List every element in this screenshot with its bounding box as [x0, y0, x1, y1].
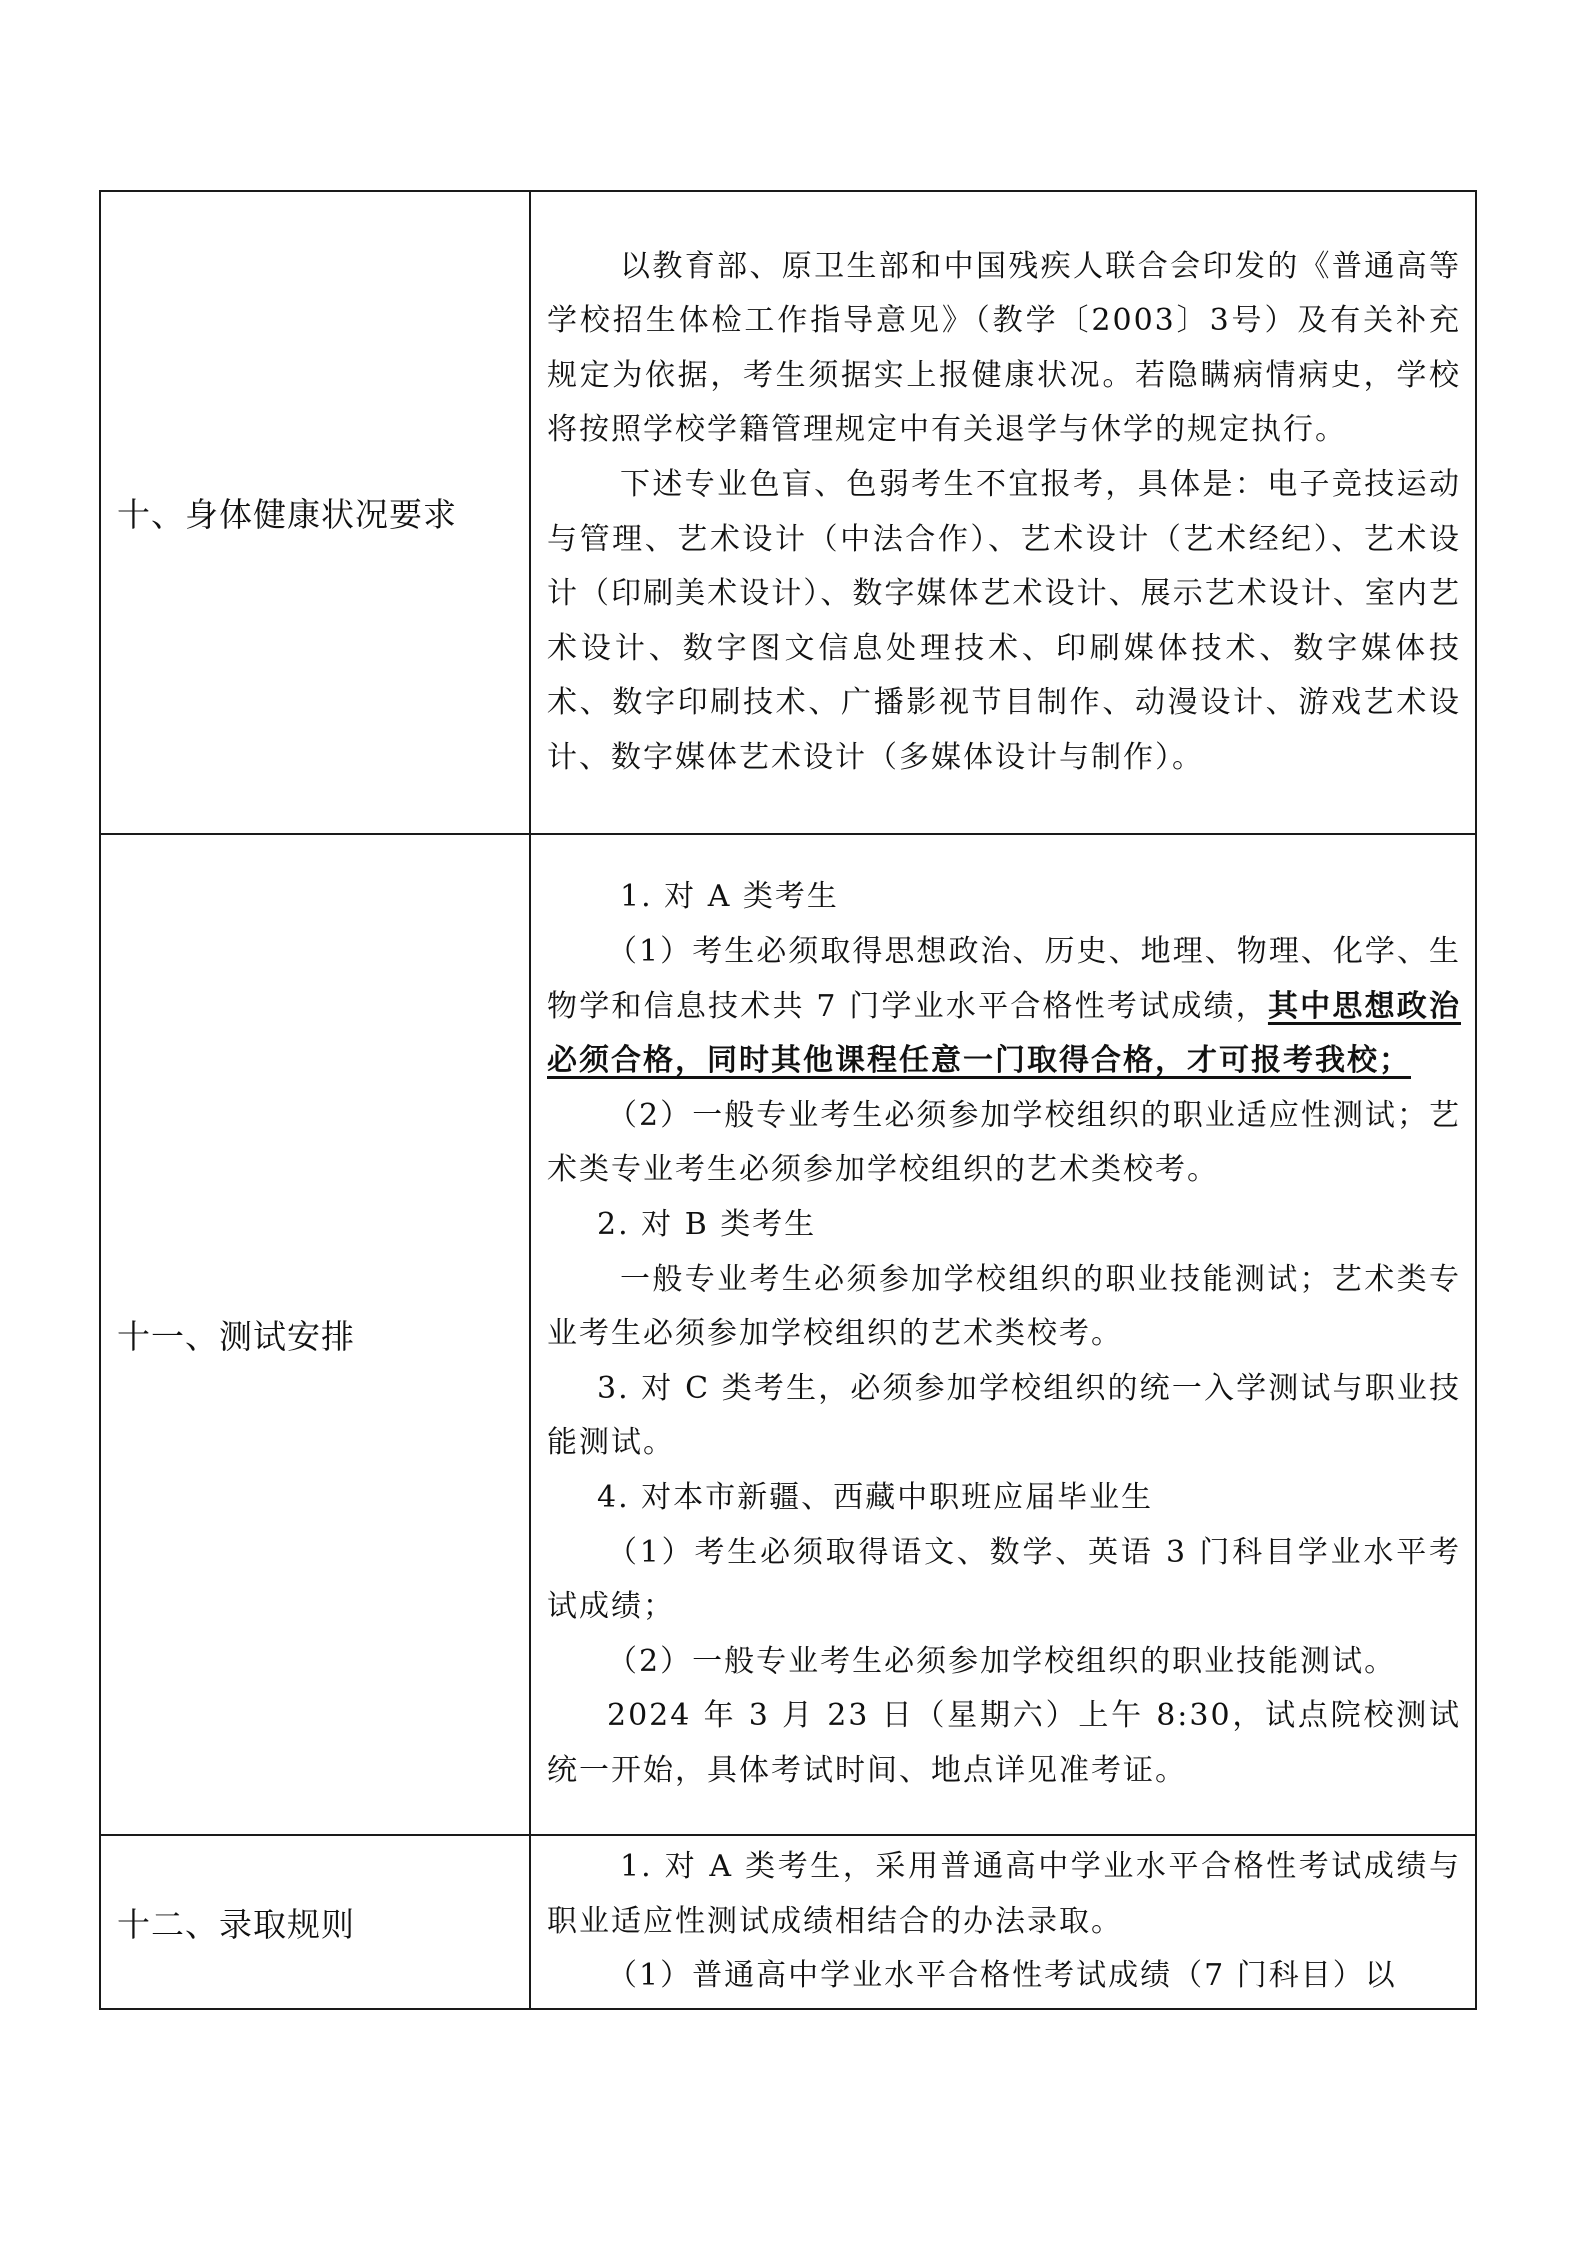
test-a-item-1 [547, 925, 1461, 1089]
test-d-item-1: （1）考生必须取得语文、数学、英语 3 门科目学业水平考试成绩； [547, 1534, 1461, 1625]
admission-a-rule: 1. 对 A 类考生，采用普通高中学业水平合格性考试成绩与职业适应性测试成绩相结合的办法录取。 [547, 1849, 1461, 1939]
test-c-body: 3. 对 C 类考生，必须参加学校组织的统一入学测试与职业技能测试。 [547, 1370, 1461, 1461]
table-row-test [100, 834, 1476, 1835]
test-b-title: 2. 对 B 类考生 [597, 1207, 817, 1243]
table-row-admission [100, 1835, 1476, 2009]
test-a-item-1-emphasis: 其中思想政治必须合格，同时其他课程任意一门取得合格，才可报考我校； [547, 988, 1461, 1079]
test-d-title: 4. 对本市新疆、西藏中职班应届毕业生 [597, 1479, 1154, 1515]
row-label-health: 十、身体健康状况要求 [100, 191, 530, 834]
row-content-health [530, 191, 1476, 834]
health-paragraph-2: 下述专业色盲、色弱考生不宜报考，具体是：电子竞技运动与管理、艺术设计（中法合作）、艺术设计（艺术经纪）、艺术设计（印刷美术设计）、数字媒体艺术设计、展示艺术设计、室内艺术设计、数字图文信息处理技术、印刷媒体技术、数字媒体技术、数字印刷技术、广播影视节目制作、动漫设计、游戏艺术设计、数字媒体艺术设计（多媒体设计与制作）。 [547, 466, 1461, 775]
test-d-item-2: （2）一般专业考生必须参加学校组织的职业技能测试。 [607, 1643, 1397, 1679]
test-a-item-2: （2）一般专业考生必须参加学校组织的职业适应性测试；艺术类专业考生必须参加学校组织的艺术类校考。 [547, 1097, 1461, 1188]
row-label-admission: 十二、录取规则 [100, 1835, 530, 2009]
admission-a-item-1: （1）普通高中学业水平合格性考试成绩（7 门科目）以 [607, 1958, 1397, 1994]
table-row-health [100, 191, 1476, 834]
test-a-title: 1. 对 A 类考生 [620, 879, 839, 915]
row-content-admission [530, 1835, 1476, 2009]
health-paragraph-1: 以教育部、原卫生部和中国残疾人联合会印发的《普通高等学校招生体检工作指导意见》（教学〔2003〕3号）及有关补充规定为依据，考生须据实上报健康状况。若隐瞒病情病史，学校将按照学校学籍管理规定中有关退学与休学的规定执行。 [547, 248, 1461, 448]
row-content-test [530, 834, 1476, 1835]
admission-policy-table [99, 190, 1477, 2010]
row-label-test: 十一、测试安排 [100, 834, 530, 1835]
test-b-body: 一般专业考生必须参加学校组织的职业技能测试；艺术类专业考生必须参加学校组织的艺术类校考。 [547, 1261, 1461, 1352]
test-a-item-1-plain: （1）考生必须取得思想政治、历史、地理、物理、化学、生物学和信息技术共 7 门学业水平合格性考试成绩， [547, 934, 1461, 1024]
test-schedule: 2024 年 3 月 23 日（星期六）上午 8:30，试点院校测试统一开始，具体考试时间、地点详见准考证。 [547, 1698, 1461, 1788]
